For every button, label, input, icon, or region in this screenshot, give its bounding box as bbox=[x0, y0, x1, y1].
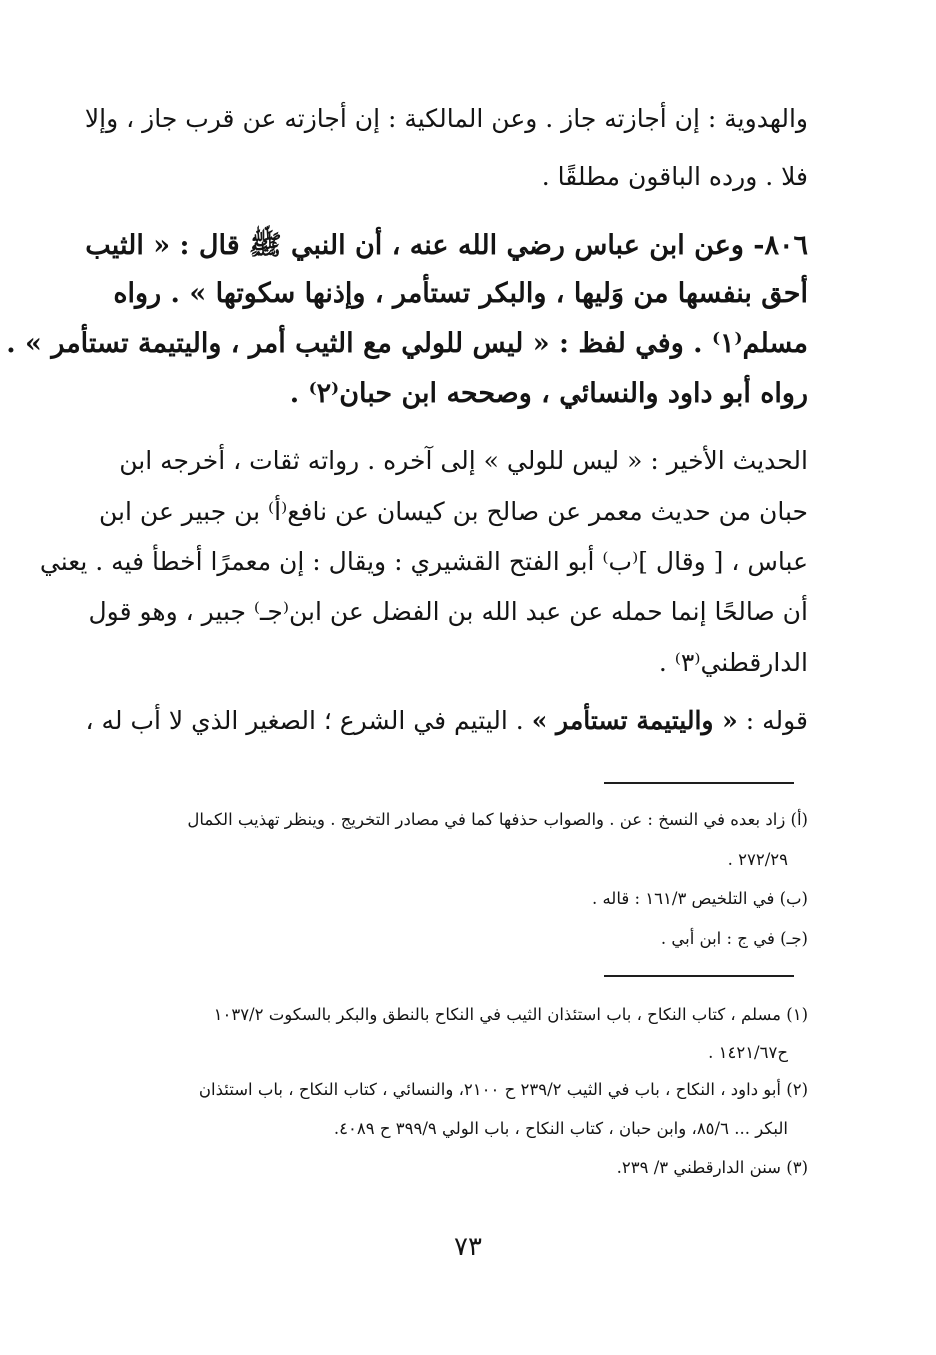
variant-note-a-cont: ٢٧٢/٢٩ . bbox=[727, 850, 788, 869]
source-note-2: (٢) أبو داود ، النكاح ، باب في الثيب ٢٣٩/٢ ح ٢١٠٠، والنسائي ، كتاب النكاح ، باب استئذان bbox=[198, 1080, 808, 1099]
closing-rest: . اليتيم في الشرع ؛ الصغير الذي لا أب له ، bbox=[85, 706, 532, 735]
variant-note-a: (أ) زاد بعده في النسخ : عن . والصواب حذفها كما في مصادر التخريج . وينظر تهذيب الكمال bbox=[187, 810, 808, 829]
hadith-line-2: أحق بنفسها من وَليها ، والبكر تستأمر ، وإذنها سكوتها » . رواه bbox=[113, 278, 808, 309]
commentary-line-3: عباس ، [ وقال ]⁽ب⁾ أبو الفتح القشيري : ويقال : إن معمرًا أخطأ فيه . يعني bbox=[39, 547, 808, 576]
footnote-separator-1 bbox=[604, 782, 794, 784]
closing-quote: « واليتيمة تستأمر » bbox=[531, 706, 738, 735]
variant-note-b: (ب) في التلخيص ١٦١/٣ : قاله . bbox=[591, 889, 808, 908]
source-note-3: (٣) سنن الدارقطني ٣/ ٢٣٩. bbox=[616, 1158, 808, 1177]
hadith-line-4: رواه أبو داود والنسائي ، وصححه ابن حبان⁽٢⁾ . bbox=[289, 378, 808, 409]
hadith-line-1: ٨٠٦- وعن ابن عباس رضي الله عنه ، أن النبي ﷺ قال : « الثيب bbox=[85, 230, 808, 261]
source-note-1: (١) مسلم ، كتاب النكاح ، باب استئذان الثيب في النكاح بالنطق والبكر بالسكوت ١٠٣٧/٢ bbox=[213, 1005, 808, 1024]
body-line-2: فلا . ورده الباقون مطلقًا . bbox=[541, 162, 808, 191]
footnote-separator-2 bbox=[604, 975, 794, 977]
variant-note-c: (جـ) في ج : ابن أبي . bbox=[660, 929, 808, 948]
source-note-1-cont: ح١٤٢١/٦٧ . bbox=[708, 1043, 788, 1062]
commentary-line-5: الدارقطني⁽٣⁾ . bbox=[658, 648, 808, 677]
commentary-line-4: أن صالحًا إنما حمله عن عبد الله بن الفضل عن ابن⁽جـ⁾ جبير ، وهو قول bbox=[88, 597, 808, 626]
hadith-line-3: مسلم⁽١⁾ . وفي لفظ : « ليس للولي مع الثيب أمر ، واليتيمة تستأمر » . bbox=[6, 328, 808, 359]
source-note-2-cont: البكر ... ٨٥/٦، وابن حبان ، كتاب النكاح ، باب الولي ٣٩٩/٩ ح ٤٠٨٩. bbox=[333, 1119, 788, 1138]
commentary-line-2: حبان من حديث معمر عن صالح بن كيسان عن نافع⁽أ⁾ بن جبير عن ابن bbox=[99, 497, 808, 526]
body-line-1: والهدوية : إن أجازته جاز . وعن المالكية : إن أجازته عن قرب جاز ، وإلا bbox=[84, 104, 808, 133]
page-number: ٧٣ bbox=[454, 1232, 482, 1262]
closing-line bbox=[85, 706, 808, 735]
closing-lead: قوله : bbox=[737, 706, 808, 735]
commentary-line-1: الحديث الأخير : « ليس للولي » إلى آخره . رواته ثقات ، أخرجه ابن bbox=[119, 446, 808, 475]
